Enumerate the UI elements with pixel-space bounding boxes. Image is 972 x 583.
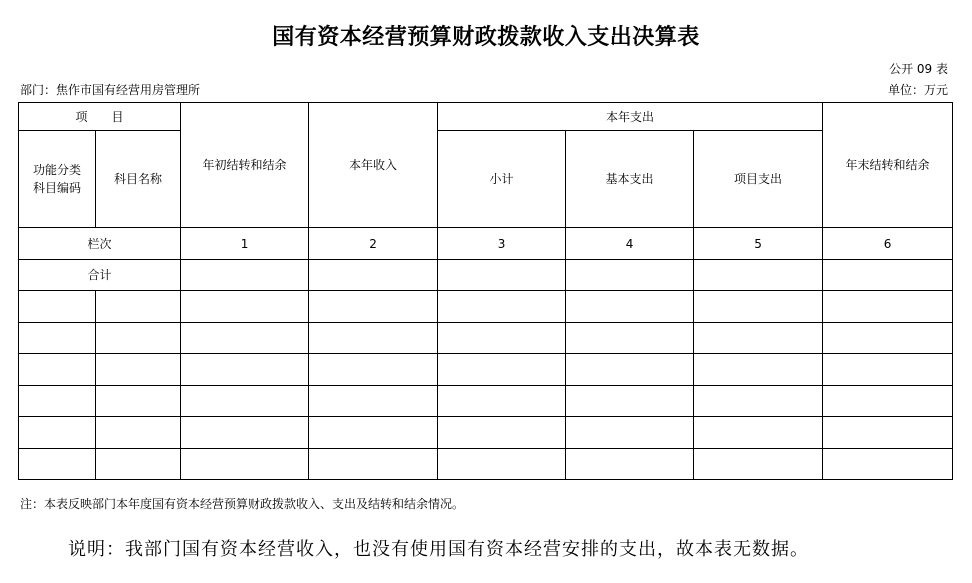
table-row [19,291,953,323]
table-cell [181,386,309,417]
table-cell [309,260,438,291]
table-cell [19,386,96,417]
table-cell [438,354,566,386]
table-cell [566,386,694,417]
table-cell [823,323,953,354]
table-cell [823,291,953,323]
header-row-1 [19,103,953,131]
header-expense: 本年支出 [438,103,823,131]
table-cell [181,291,309,323]
table-cell [96,354,181,386]
table-cell [823,417,953,449]
col-number: 4 [566,228,694,260]
col-number: 3 [438,228,566,260]
table-row [19,386,953,417]
table-cell [96,323,181,354]
header-row-2 [19,131,953,228]
table-cell [823,449,953,480]
report-title: 国有资本经营预算财政拨款收入支出决算表 [272,25,700,50]
table-cell [96,291,181,323]
header-subject-name: 科目名称 [96,131,181,228]
total-row [19,260,953,291]
col-number: 5 [694,228,823,260]
table-row [19,449,953,480]
table-cell [309,449,438,480]
form-number: 公开 09 表 [889,62,948,76]
table-cell [309,386,438,417]
table-cell [566,354,694,386]
header-project: 项目支出 [694,131,823,228]
table-cell [181,260,309,291]
col-number: 6 [823,228,953,260]
header-begin-balance: 年初结转和结余 [181,103,309,228]
table-cell [823,260,953,291]
table-cell [694,291,823,323]
col-number: 2 [309,228,438,260]
table-cell [309,354,438,386]
table-cell [566,323,694,354]
table-cell [566,449,694,480]
table-cell [694,260,823,291]
department-label: 部门：焦作市国有经营用房管理所 [20,83,201,97]
table-cell [438,417,566,449]
header-func-code: 功能分类 科目编码 [19,131,96,228]
table-cell [181,354,309,386]
header-item: 项 目 [19,103,181,131]
table-cell [694,386,823,417]
table-cell [19,291,96,323]
table-row [19,417,953,449]
table-cell [694,323,823,354]
table-cell [19,417,96,449]
col-number: 1 [181,228,309,260]
header-end-balance: 年末结转和结余 [823,103,953,228]
header-income: 本年收入 [309,103,438,228]
table-cell [438,449,566,480]
table-cell [438,323,566,354]
table-cell [19,354,96,386]
header-basic: 基本支出 [566,131,694,228]
table-cell [566,291,694,323]
table-note: 注：本表反映部门本年度国有资本经营预算财政拨款收入、支出及结转和结余情况。 [20,497,465,511]
table-cell [694,417,823,449]
table-cell [566,417,694,449]
row-total-label: 合计 [19,260,181,291]
table-cell [96,449,181,480]
table-row [19,354,953,386]
table-cell [438,291,566,323]
row-col-label: 栏次 [19,228,181,260]
table-cell [566,260,694,291]
table-cell [438,386,566,417]
table-cell [694,449,823,480]
table-cell [823,354,953,386]
table-cell [823,386,953,417]
column-number-row [19,228,953,260]
header-subtotal: 小计 [438,131,566,228]
table-cell [694,354,823,386]
table-cell [96,386,181,417]
table-cell [309,417,438,449]
table-cell [96,417,181,449]
table-cell [181,449,309,480]
table-cell [309,323,438,354]
explanation-text: 说明：我部门国有资本经营收入，也没有使用国有资本经营安排的支出，故本表无数据。 [68,539,809,560]
table-cell [181,323,309,354]
report-table [18,102,953,480]
table-cell [309,291,438,323]
table-cell [19,449,96,480]
table-row [19,323,953,354]
table-cell [438,260,566,291]
table-cell [19,323,96,354]
unit-label: 单位：万元 [887,83,948,97]
table-cell [181,417,309,449]
